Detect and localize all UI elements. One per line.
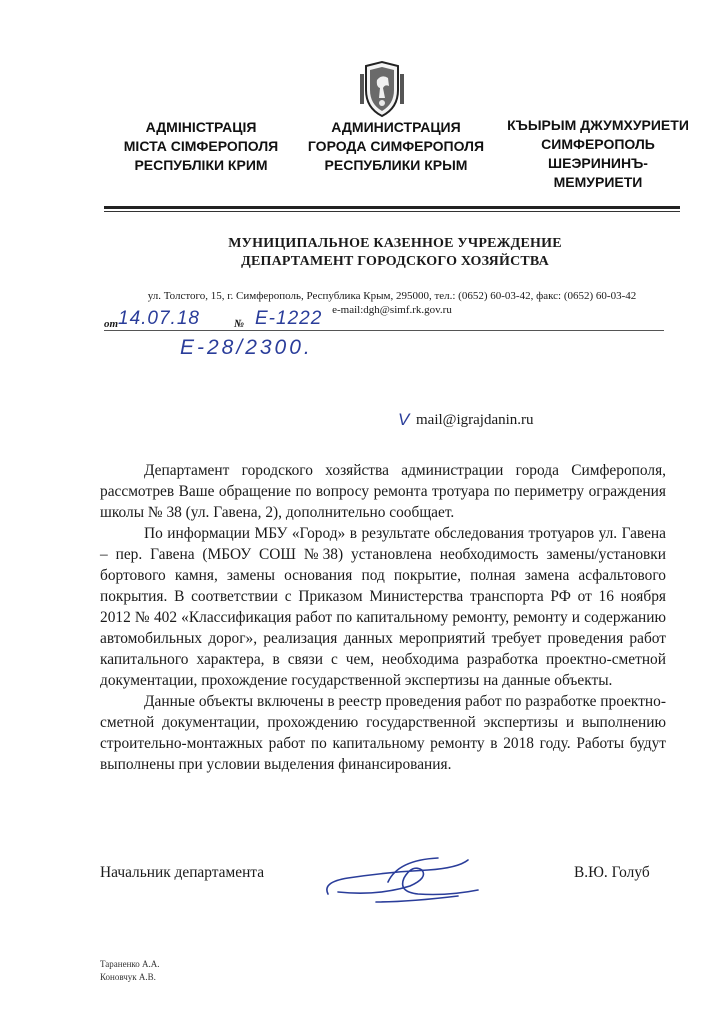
- paragraph: По информации МБУ «Город» в результате обследования тротуаров ул. Гавена – пер. Гавена (МБОУ СОШ №38) установлена необходимость замены/установки бортового камня, замены основания под покрытие, полная замена асфальтового покрытия. В соответствии с Приказом Министерства транспорта РФ от 16 ноября 2012 № 402 «Классификация работ по капитальному ремонту, ремонту и содержанию автомобильных дорог», реализация данных мероприятий требует проведения работ капитального характера, в связи с чем, необходима разработка проектно-сметной документации, прохождение государственной экспертизы на данные объекты.: [100, 525, 666, 689]
- header-divider: [104, 206, 680, 209]
- crimea-coat-of-arms-icon: [358, 60, 406, 118]
- ref-number: E-1222: [255, 308, 323, 329]
- letter-body: [100, 460, 666, 775]
- institution-name: МУНИЦИПАЛЬНОЕ КАЗЕННОЕ УЧРЕЖДЕНИЕ ДЕПАРТАМЕНТ ГОРОДСКОГО ХОЗЯЙСТВА: [228, 236, 562, 269]
- paragraph: Данные объекты включены в реестр проведения работ по разработке проектно-сметной документации, прохождению государственной экспертизы и выполнению строительно-монтажных работ по капитальному ремонту в 2018 году. Работы будут выполнены при условии выделения финансирования.: [100, 693, 666, 773]
- header-ukrainian: АДМІНІСТРАЦІЯ МІСТА СІМФЕРОПОЛЯ РЕСПУБЛІКИ КРИМ: [123, 119, 279, 173]
- ref-date: 14.07.18: [118, 308, 200, 329]
- check-mark: V: [398, 410, 410, 429]
- header-crimean-tatar: КЪЫРЫМ ДЖУМХУРИЕТИ СИМФЕРОПОЛЬ ШЕЭРИНИНЪ- МЕМУРИЕТИ: [507, 117, 689, 190]
- ref-number-label: №: [234, 318, 245, 330]
- executors-note: Тараненко А.А. Коновчук А.В.: [100, 959, 160, 982]
- handwritten-signature: [318, 852, 488, 908]
- paragraph: Департамент городского хозяйства администрации города Симферополя, рассмотрев Ваше обращение по вопросу ремонта тротуара по периметру ограждения школы № 38 (ул. Гавена, 2), дополнительно сообщает.: [100, 462, 666, 521]
- institution-address: ул. Толстого, 15, г. Симферополь, Республика Крым, 295000, тел.: (0652) 60-03-42, факс: (0652) 60-03-42 e-mail:dgh@simf.rk.gov.ru: [147, 290, 637, 316]
- recipient-email: mail@igrajdanin.ru: [416, 412, 534, 428]
- ref-underline: [104, 330, 664, 331]
- signatory-position: Начальник департамента: [100, 864, 265, 881]
- ref-from-label: от: [104, 318, 119, 330]
- signatory-name: В.Ю. Голуб: [574, 864, 650, 881]
- incoming-number: E-28/2300.: [180, 336, 313, 359]
- header-divider-thin: [104, 211, 680, 212]
- header-russian: АДМИНИСТРАЦИЯ ГОРОДА СИМФЕРОПОЛЯ РЕСПУБЛИКИ КРЫМ: [307, 119, 485, 173]
